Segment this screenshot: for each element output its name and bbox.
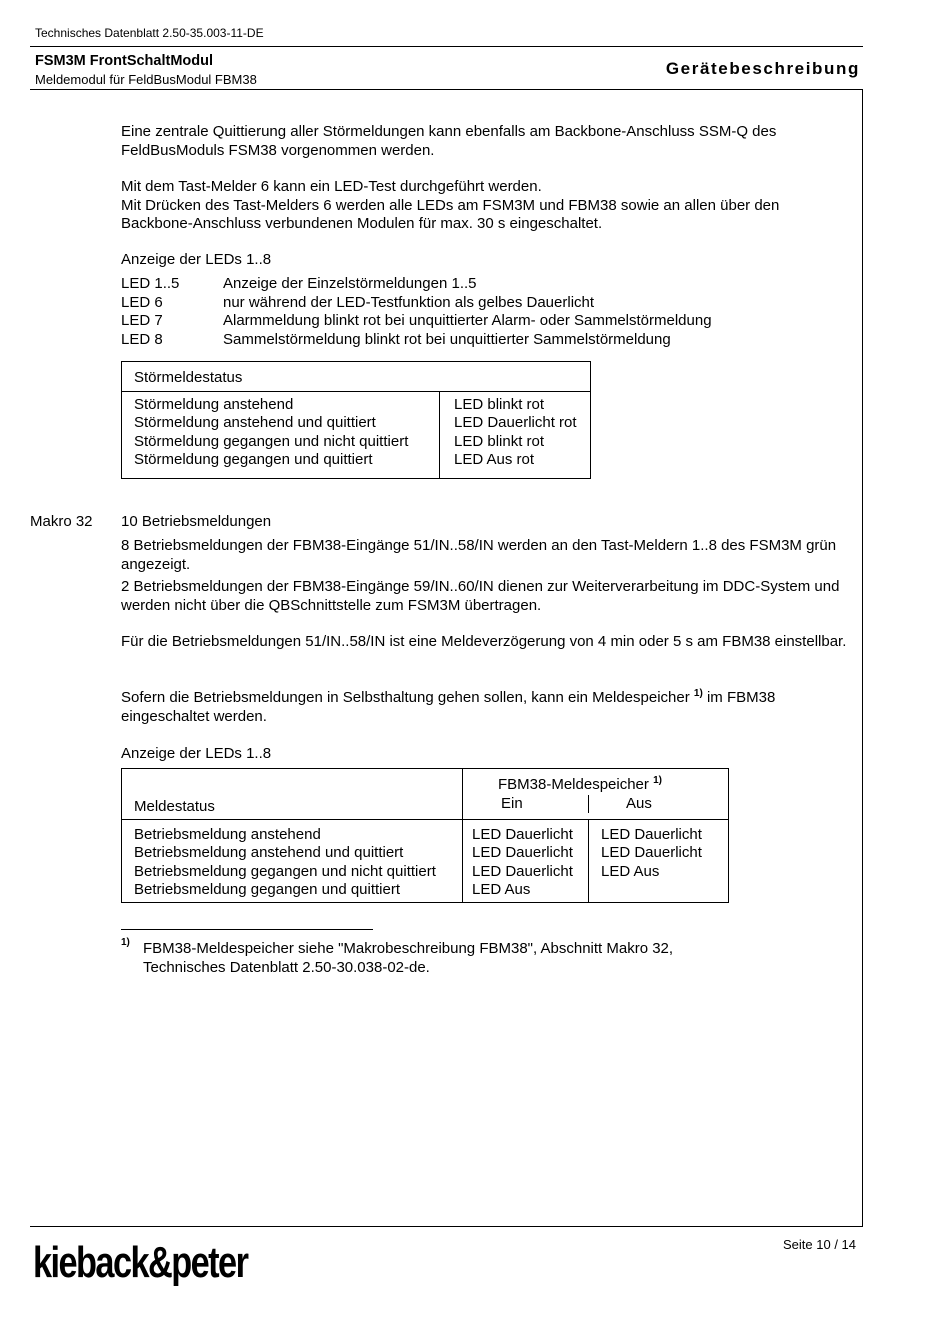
product-subtitle: Meldemodul für FeldBusModul FBM38 (35, 72, 257, 87)
makro-title: 10 Betriebsmeldungen (121, 513, 272, 530)
melde-aus-column (589, 819, 729, 902)
led-description: Anzeige der Einzelstörmeldungen 1..5 (223, 275, 477, 292)
makro-paragraph-4-text-a: Sofern die Betriebsmeldungen in Selbsthaltung gehen sollen, kann ein Meldespeicher (121, 689, 690, 706)
led-list-item (121, 275, 851, 294)
status-cell: Störmeldung gegangen und nicht quittiert (134, 432, 409, 450)
makro-paragraph-3: Für die Betriebsmeldungen 51/IN..58/IN ist eine Meldeverzögerung von 4 min oder 5 s am FBM38 einstellbar. (121, 633, 847, 650)
ein-cell: LED Dauerlicht (472, 825, 573, 843)
table-body-row (122, 819, 729, 902)
led-cell: LED blinkt rot (454, 395, 545, 413)
leds-heading: Anzeige der LEDs 1..8 (121, 251, 272, 268)
footnote-reference: 1) (693, 688, 703, 699)
ein-cell: LED Dauerlicht (472, 844, 573, 861)
led-key: LED 1..5 (121, 275, 180, 292)
led-key: LED 7 (121, 312, 163, 329)
led-cell: LED blinkt rot (454, 432, 545, 450)
stoer-header: Störmeldestatus (122, 362, 591, 392)
header-rule (30, 46, 863, 47)
makro-paragraph-2: 2 Betriebsmeldungen der FBM38-Eingänge 59/IN..60/IN dienen zur Weiterverarbeitung im DDC-System und werden nicht über die QBSchnittstelle zum FSM3M übertragen. (121, 578, 840, 614)
doc-reference: Technisches Datenblatt 2.50-35.003-11-DE (35, 26, 264, 40)
footnote-line: Technisches Datenblatt 2.50-30.038-02-de. (143, 958, 430, 976)
status-cell: Störmeldung anstehend (134, 395, 294, 413)
status-cell: Betriebsmeldung anstehend und quittiert (134, 844, 404, 861)
led-test-detail: Mit Drücken des Tast-Melders 6 werden alle LEDs am FSM3M und FBM38 sowie an allen über den Backbone-Anschluss verbundenen Modulen für max. 30 s eingeschaltet. (121, 196, 780, 232)
ein-cell: LED Aus (472, 881, 531, 898)
led-cell: LED Aus rot (454, 451, 535, 468)
stoer-led-column (440, 391, 591, 478)
led-key: LED 6 (121, 293, 163, 311)
status-cell: Betriebsmeldung gegangen und nicht quittiert (134, 862, 436, 880)
footnote-rule (121, 929, 373, 930)
led-cell: LED Dauerlicht rot (454, 414, 577, 431)
footnote-reference: 1) (653, 775, 662, 786)
kieback-peter-logo: kieback&peter (33, 1238, 248, 1287)
status-cell: Störmeldung anstehend und quittiert (134, 414, 376, 431)
aus-cell: LED Aus (601, 862, 660, 880)
status-cell: Betriebsmeldung gegangen und quittiert (134, 881, 401, 898)
status-cell: Störmeldung gegangen und quittiert (134, 451, 373, 468)
makro-paragraph-4-text-b: im FBM38 eingeschaltet werden. (121, 689, 776, 725)
section-title: Gerätebeschreibung (665, 59, 860, 78)
page-number: Seite 10 / 14 (783, 1237, 856, 1252)
table-header-row (122, 362, 591, 392)
led-description: Alarmmeldung blinkt rot bei unquittierter Alarm- oder Sammelstörmeldung (223, 312, 712, 329)
ein-cell: LED Dauerlicht (472, 862, 573, 880)
led-key: LED 8 (121, 330, 163, 348)
aus-cell: LED Dauerlicht (601, 825, 702, 843)
aus-cell (601, 881, 724, 900)
melde-status-header: Meldestatus (122, 769, 463, 820)
stoermeldestatus-table (121, 361, 591, 479)
led-list-item (121, 294, 851, 313)
meldespeicher-label: FBM38-Meldespeicher (498, 776, 649, 793)
makro-leds-heading: Anzeige der LEDs 1..8 (121, 745, 272, 762)
makro-paragraph-1: 8 Betriebsmeldungen der FBM38-Eingänge 51/IN..58/IN werden an den Tast-Meldern 1..8 des FSM3M grün angezeigt. (121, 537, 837, 573)
status-cell: Betriebsmeldung anstehend (134, 825, 321, 843)
led-list-item (121, 331, 851, 350)
meldespeicher-group-title (463, 776, 728, 795)
stoer-status-column (122, 391, 440, 478)
led-list (121, 275, 851, 349)
melde-ein-column (463, 819, 589, 902)
col-aus-header: Aus (626, 794, 652, 812)
led-list-item (121, 312, 851, 331)
intro-text: Eine zentrale Quittierung aller Störmeldungen kann ebenfalls am Backbone-Anschluss SSM-Q des FeldBusModuls FSM38 vorgenommen werden. (121, 123, 777, 159)
makro-label: Makro 32 (30, 513, 93, 530)
meldespeicher-header (463, 769, 729, 820)
intro-paragraph-2 (121, 178, 851, 234)
makro-paragraph-4 (121, 689, 856, 726)
meldestatus-table (121, 768, 729, 903)
footnote-line: FBM38-Meldespeicher siehe "Makrobeschreibung FBM38", Abschnitt Makro 32, (143, 940, 674, 957)
table-header-row (122, 769, 729, 820)
led-description: Sammelstörmeldung blinkt rot bei unquittierter Sammelstörmeldung (223, 330, 671, 348)
product-title: FSM3M FrontSchaltModul (35, 53, 214, 69)
footnote-text (143, 940, 673, 977)
led-description: nur während der LED-Testfunktion als gelbes Dauerlicht (223, 293, 595, 311)
meldespeicher-subheaders (463, 795, 728, 814)
led-test-line: Mit dem Tast-Melder 6 kann ein LED-Test durchgeführt werden. (121, 178, 542, 195)
col-ein-header: Ein (463, 795, 589, 814)
intro-paragraph-1 (121, 123, 851, 160)
table-body-row (122, 391, 591, 478)
aus-cell: LED Dauerlicht (601, 844, 702, 861)
footnote-marker: 1) (121, 937, 130, 948)
melde-status-column (122, 819, 463, 902)
